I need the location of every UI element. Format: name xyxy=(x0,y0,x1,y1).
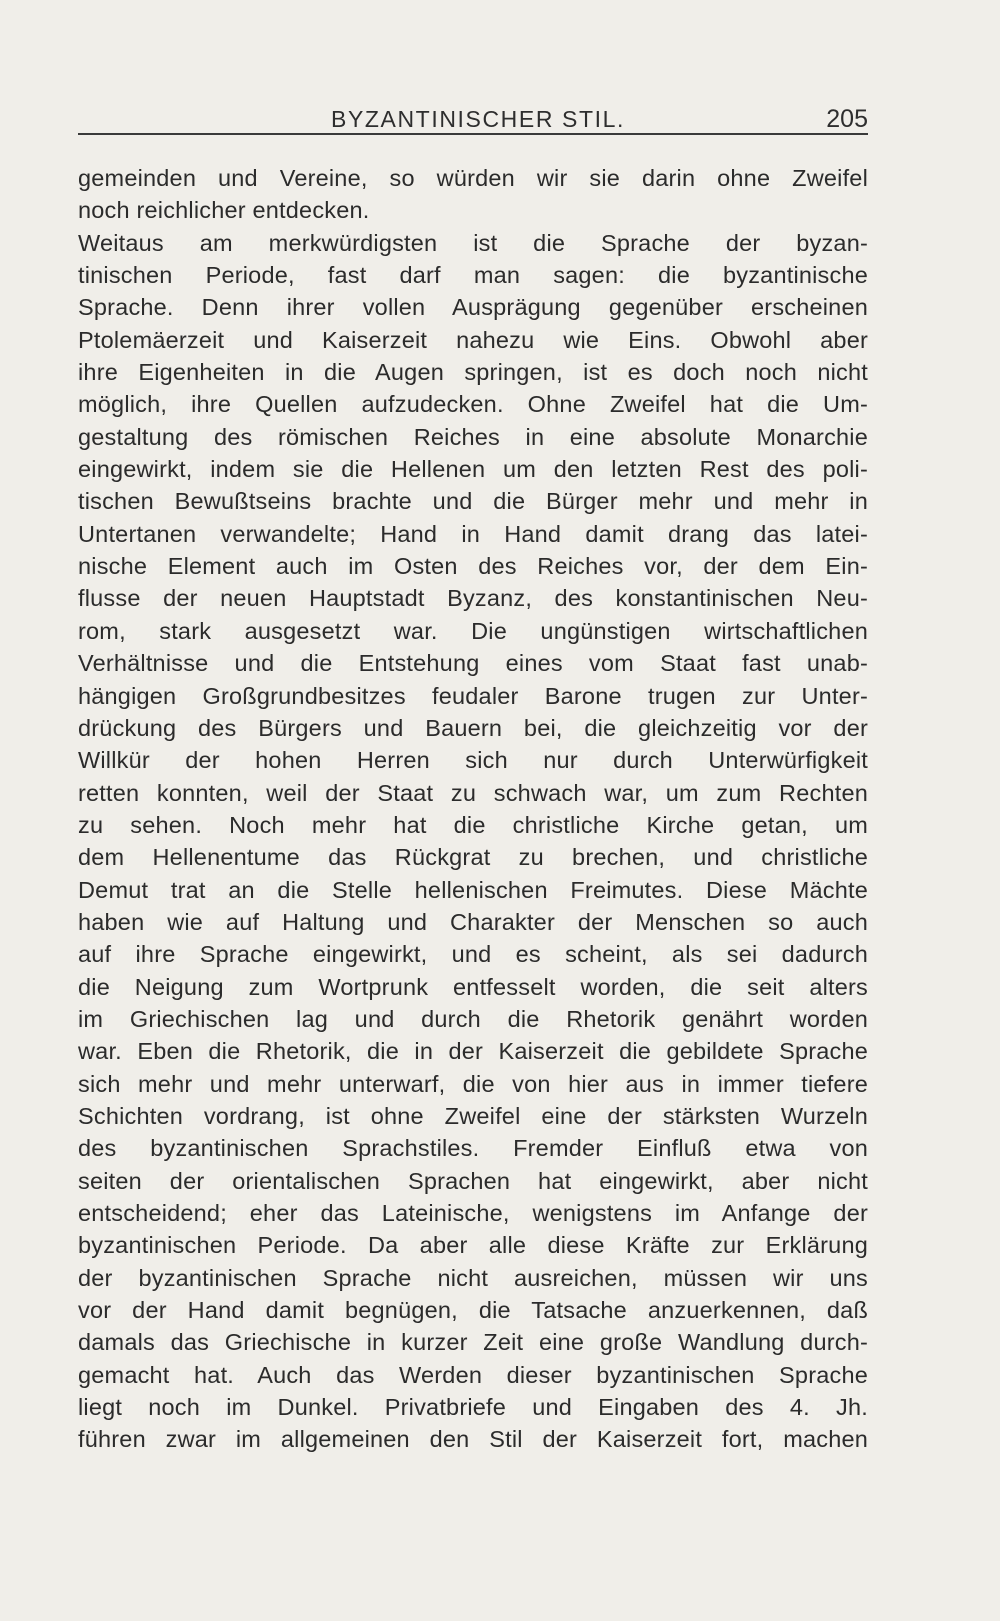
text-line: tischen Bewußtseins brachte und die Bürger mehr und mehr in xyxy=(78,488,868,515)
text-line: ihre Eigenheiten in die Augen springen, ist es doch noch nicht xyxy=(78,359,868,386)
text-line: damals das Griechische in kurzer Zeit eine große Wandlung durch- xyxy=(78,1329,868,1356)
text-line: haben wie auf Haltung und Charakter der Menschen so auch xyxy=(78,908,868,935)
text-line: im Griechischen lag und durch die Rhetorik genährt worden xyxy=(78,1005,868,1032)
header-rule xyxy=(78,133,868,135)
text-line: flusse der neuen Hauptstadt Byzanz, des konstantinischen Neu- xyxy=(78,585,868,612)
text-line: des byzantinischen Sprachstiles. Fremder Einfluß etwa von xyxy=(78,1135,868,1162)
text-line: Willkür der hohen Herren sich nur durch Unterwürfigkeit xyxy=(78,747,868,774)
text-line: auf ihre Sprache eingewirkt, und es scheint, als sei dadurch xyxy=(78,941,868,968)
body-text xyxy=(78,162,868,1456)
text-line: sich mehr und mehr unterwarf, die von hier aus in immer tiefere xyxy=(78,1070,868,1097)
text-line: entscheidend; eher das Lateinische, wenigstens im Anfange der xyxy=(78,1200,868,1226)
text-line: Demut trat an die Stelle hellenischen Freimutes. Diese Mächte xyxy=(78,876,868,903)
text-line: zu sehen. Noch mehr hat die christliche Kirche getan, um xyxy=(78,811,868,838)
text-line: dem Hellenentume das Rückgrat zu brechen, und christliche xyxy=(78,844,868,871)
text-line: Weitaus am merkwürdigsten ist die Sprache der byzan- xyxy=(78,229,868,256)
text-line: gemeinden und Vereine, so würden wir sie darin ohne Zweifel xyxy=(78,165,868,191)
text-line: tinischen Periode, fast darf man sagen: die byzantinische xyxy=(78,262,868,289)
text-line: noch reichlicher entdecken. xyxy=(78,197,370,224)
text-line: drückung des Bürgers und Bauern bei, die gleichzeitig vor der xyxy=(78,714,868,741)
text-line: der byzantinischen Sprache nicht ausreichen, müssen wir uns xyxy=(78,1264,868,1291)
text-line: möglich, ihre Quellen aufzudecken. Ohne Zweifel hat die Um- xyxy=(78,391,868,418)
text-line: gestaltung des römischen Reiches in eine absolute Monarchie xyxy=(78,423,868,450)
text-line: Sprache. Denn ihrer vollen Ausprägung gegenüber erscheinen xyxy=(78,294,868,321)
text-line: eingewirkt, indem sie die Hellenen um den letzten Rest des poli- xyxy=(78,456,868,483)
text-line: gemacht hat. Auch das Werden dieser byzantinischen Sprache xyxy=(78,1361,868,1388)
text-line: war. Eben die Rhetorik, die in der Kaiserzeit die gebildete Sprache xyxy=(78,1038,868,1065)
text-line: retten konnten, weil der Staat zu schwach war, um zum Rechten xyxy=(78,779,868,806)
text-line: die Neigung zum Wortprunk entfesselt worden, die seit alters xyxy=(78,973,868,1000)
text-line: vor der Hand damit begnügen, die Tatsache anzuerkennen, daß xyxy=(78,1297,868,1324)
page-number: 205 xyxy=(826,105,868,133)
text-line: rom, stark ausgesetzt war. Die ungünstigen wirtschaftlichen xyxy=(78,617,868,644)
text-line: führen zwar im allgemeinen den Stil der Kaiserzeit fort, machen xyxy=(78,1426,868,1453)
text-line: Schichten vordrang, ist ohne Zweifel eine der stärksten Wurzeln xyxy=(78,1102,868,1129)
text-line: nische Element auch im Osten des Reiches vor, der dem Ein- xyxy=(78,553,868,580)
running-title: BYZANTINISCHER STIL. xyxy=(331,106,625,132)
running-header xyxy=(78,102,868,136)
text-line: Untertanen verwandelte; Hand in Hand damit drang das latei- xyxy=(78,520,868,547)
text-line: byzantinischen Periode. Da aber alle diese Kräfte zur Erklärung xyxy=(78,1232,868,1259)
text-line: Verhältnisse und die Entstehung eines vom Staat fast unab- xyxy=(78,650,868,677)
text-line: liegt noch im Dunkel. Privatbriefe und Eingaben des 4. Jh. xyxy=(78,1394,868,1421)
text-line: seiten der orientalischen Sprachen hat eingewirkt, aber nicht xyxy=(78,1167,868,1194)
text-line: hängigen Großgrundbesitzes feudaler Barone trugen zur Unter- xyxy=(78,682,868,709)
text-line: Ptolemäerzeit und Kaiserzeit nahezu wie Eins. Obwohl aber xyxy=(78,326,868,353)
